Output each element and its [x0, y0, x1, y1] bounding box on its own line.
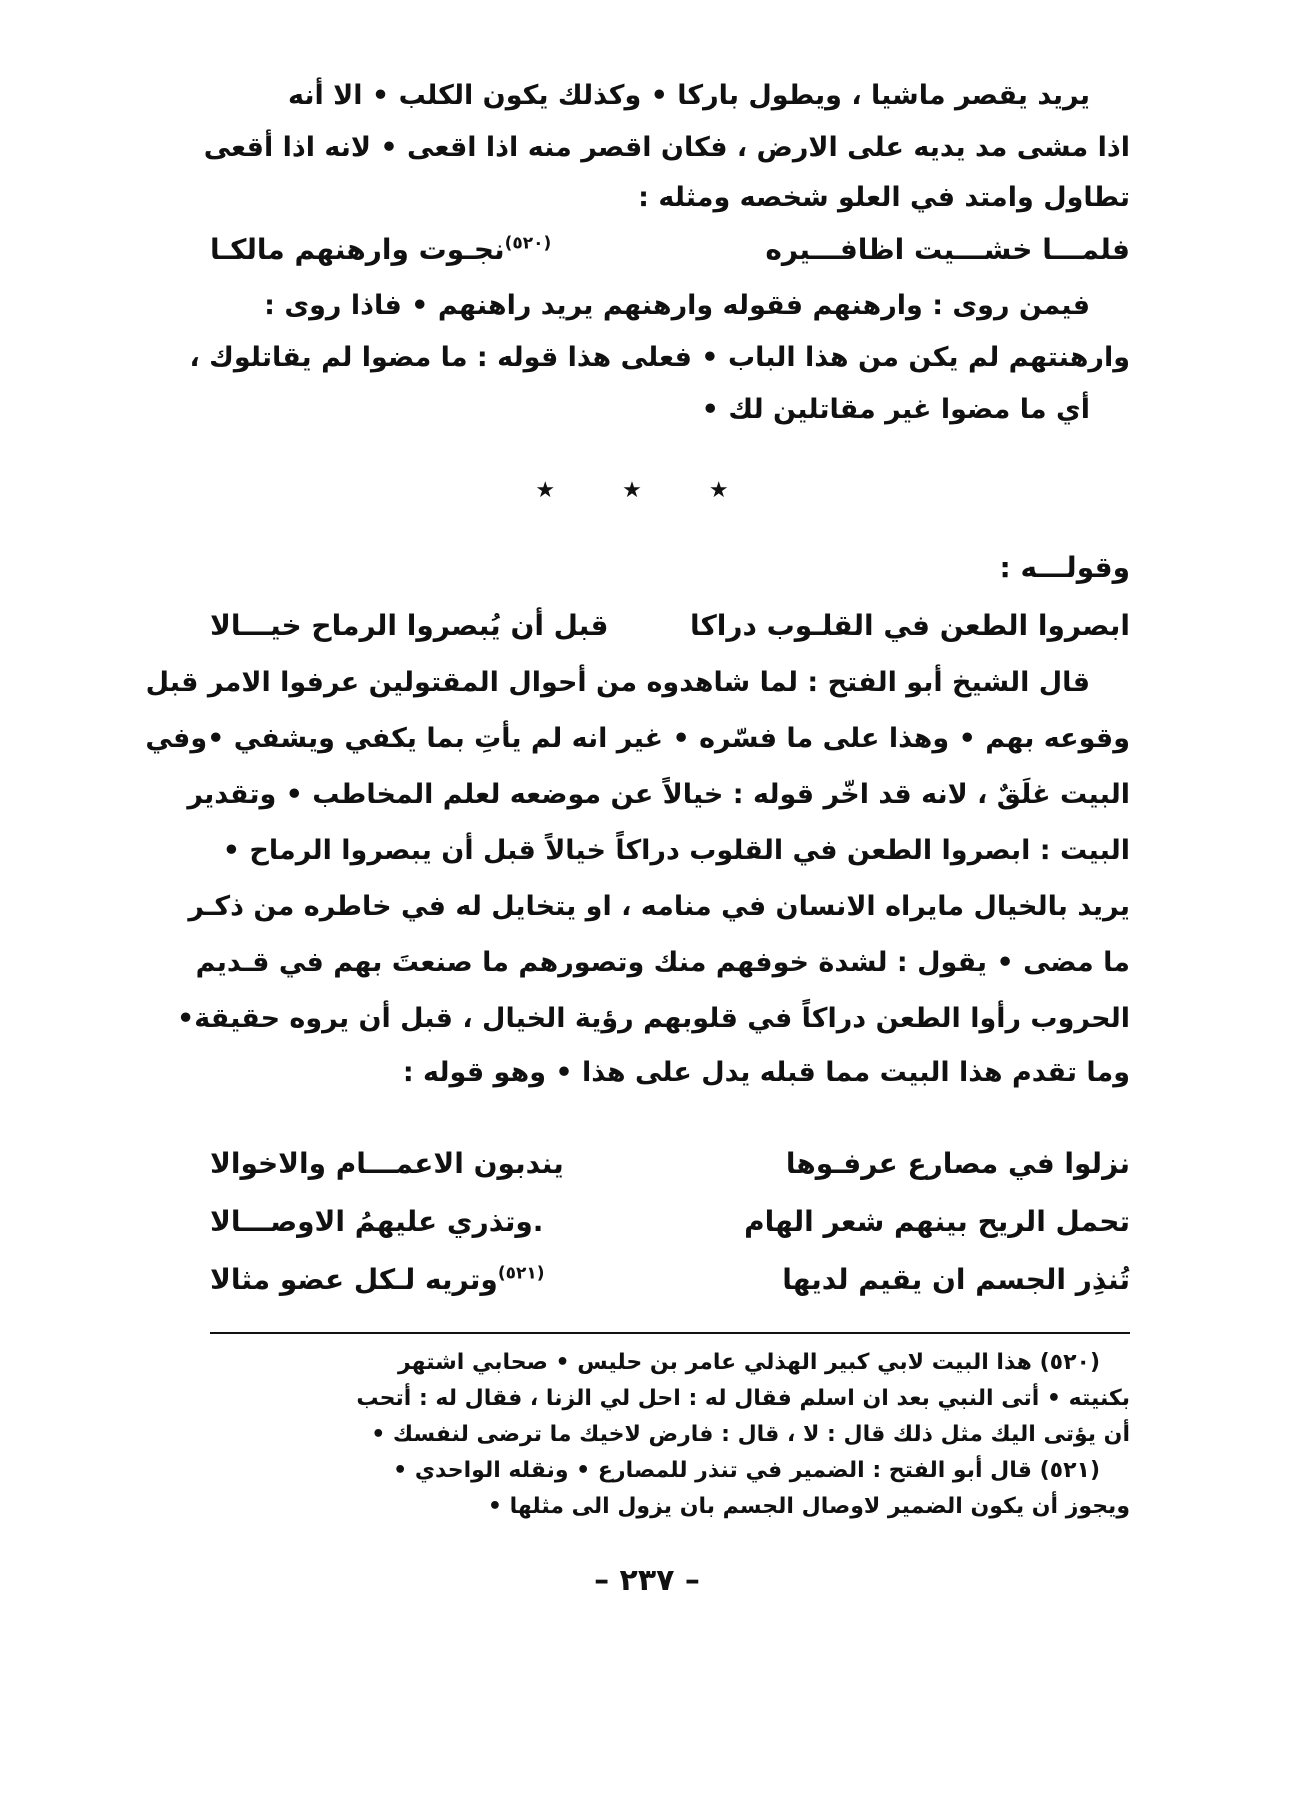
- verse-hemistich-right: نزلوا في مصارع عرفـوها: [785, 1147, 1130, 1180]
- footnote-line: أن يؤتى اليك مثل ذلك قال : لا ، قال : فارض لاخيك ما ترضى لنفسك •: [371, 1422, 1130, 1447]
- footnotes: [210, 1348, 1130, 1538]
- paragraph-2: [189, 288, 1130, 438]
- text-line: قال الشيخ أبو الفتح : لما شاهدوه من أحوال المقتولين عرفوا الامر قبل: [145, 667, 1090, 698]
- verse-hemistich-right: تُنذِر الجسم ان يقيم لديها: [782, 1263, 1130, 1296]
- text-line: ما مضى • يقول : لشدة خوفهم منك وتصورهم ما صنعتَ بهم في قـديم: [195, 947, 1130, 978]
- text-line: الحروب رأوا الطعن دراكاً في قلوبهم رؤية الخيال ، قبل أن يروه حقيقة•: [177, 1003, 1130, 1034]
- verse-hemistich-left: .وتذري عليهمُ الاوصـــالا: [210, 1205, 544, 1238]
- paragraph-1: [203, 78, 1130, 213]
- verse-1: [210, 228, 1130, 278]
- footnote-marker: (٥٢٠): [504, 233, 552, 254]
- text-line: وما تقدم هذا البيت مما قبله يدل على هذا • وهو قوله :: [402, 1057, 1130, 1088]
- verse-line: [210, 228, 1130, 272]
- text-line: تطاول وامتد في العلو شخصه ومثله :: [638, 182, 1130, 213]
- text-line: يريد يقصر ماشيا ، ويطول باركا • وكذلك يكون الكلب • الا أنه: [287, 80, 1090, 111]
- section-label: وقولـــه :: [999, 551, 1130, 584]
- verse-line: [210, 1200, 1130, 1244]
- verse-line: [210, 1258, 1130, 1302]
- text-line: يريد بالخيال مايراه الانسان في منامه ، او يتخايل له في خاطره من ذكـر: [188, 891, 1130, 922]
- section-heading: [210, 548, 1130, 592]
- verse-hemistich-left: [210, 1258, 545, 1302]
- verse-hemistich-left-text: وتريه لـكل عضو مثالا: [210, 1263, 498, 1296]
- section-separator-stars: ★ ★ ★: [535, 478, 759, 503]
- paragraph-3: [145, 665, 1130, 1095]
- verse-hemistich-left: [210, 228, 551, 272]
- verse-hemistich-right: فلمـــا خشـــيت اظافـــيره: [765, 233, 1130, 266]
- footnote-marker: (٥٢١): [497, 1263, 545, 1284]
- verse-hemistich-right: ابصروا الطعن في القلـوب دراكا: [689, 609, 1130, 642]
- verse-hemistich-left: قبل أن يُبصروا الرماح خيـــالا: [210, 609, 609, 642]
- verse-hemistich-left-text: نجـوت وارهنهم مالكـا: [210, 233, 505, 266]
- text-line: أي ما مضوا غير مقاتلين لك •: [701, 394, 1090, 425]
- verse-2: [210, 604, 1130, 654]
- verse-line: [210, 604, 1130, 648]
- verses-3: [210, 1142, 1130, 1322]
- text-line: وقوعه بهم • وهذا على ما فسّره • غير انه لم يأتِ بما يكفي ويشفي •وفي: [145, 723, 1130, 754]
- verse-hemistich-right: تحمل الريح بينهم شعر الهام: [744, 1205, 1130, 1238]
- footnote-line: ويجوز أن يكون الضمير لاوصال الجسم بان يزول الى مثلها •: [487, 1494, 1130, 1519]
- text-line: البيت غلَقٌ ، لانه قد اخّر قوله : خيالاً عن موضعه لعلم المخاطب • وتقدير: [187, 779, 1130, 810]
- page-number: – ٢٣٧ –: [594, 1563, 700, 1598]
- footnote-divider: [210, 1332, 1130, 1334]
- text-line: البيت : ابصروا الطعن في القلوب دراكاً خيالاً قبل أن يبصروا الرماح •: [222, 835, 1130, 866]
- footnote-line: بكنيته • أتى النبي بعد ان اسلم فقال له : احل لي الزنا ، فقال له : أتحب: [356, 1386, 1130, 1411]
- text-line: اذا مشى مد يديه على الارض ، فكان اقصر منه اذا اقعى • لانه اذا أقعى: [203, 132, 1130, 163]
- text-line: فيمن روى : وارهنهم فقوله وارهنهم يريد راهنهم • فاذا روى :: [264, 290, 1090, 321]
- verse-line: [210, 1142, 1130, 1186]
- footnote-line: (٥٢٠) هذا البيت لابي كبير الهذلي عامر بن حليس • صحابي اشتهر: [397, 1350, 1100, 1375]
- verse-hemistich-left: يندبون الاعمـــام والاخوالا: [210, 1147, 564, 1180]
- text-line: وارهنتهم لم يكن من هذا الباب • فعلى هذا قوله : ما مضوا لم يقاتلوك ،: [189, 342, 1130, 373]
- footnote-line: (٥٢١) قال أبو الفتح : الضمير في تنذر للمصارع • ونقله الواحدي •: [393, 1458, 1100, 1483]
